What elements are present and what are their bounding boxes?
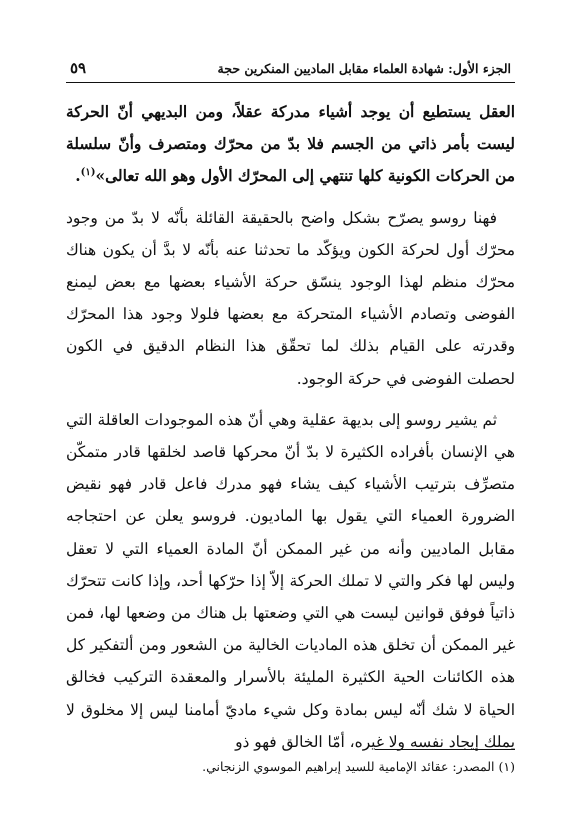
footnote: (١) المصدر: عقائد الإمامية للسيد إبراهيم الموسوي الزنجاني. [202,759,515,774]
header-rule [66,82,515,83]
quote-text: العقل يستطيع أن يوجد أشياء مدركة عقلاً، ومن البديهي أنّ الحركة ليست بأمر ذاتي من الجسم فلا بدّ من محرّك ومتصرف وأنّ سلسلة من الحركات الكونية كلها تنتهي إلى المحرّك الأول وهو الله تعالى» [66,103,515,186]
footnote-reference: (١) [80,167,96,179]
body-text [66,96,515,758]
footnote-rule [375,749,515,750]
paragraph-quote-continued [66,96,515,193]
quote-end-mark: . [75,167,81,186]
running-header [70,56,511,80]
paragraph-rousseau-first-mover: فهنا روسو يصرّح بشكل واضح بالحقيقة القائلة بأنّه لا بدّ من وجود محرّك أول لحركة الكون ويؤكّد ما تحدثنا عنه بأنّه لا بدَّ أن يكون هناك محرّك منظم لهذا الوجود ينسّق حركة الأشياء بعضها مع بعض ليمنع الفوضى وتصادم الأشياء المتحركة مع بعضها فلولا وجود هذا المحرّك وقدرته على القيام بذلك لما تحقّق هذا النظام الدقيق في الكون لحصلت الفوضى في حركة الوجود. [66,208,515,388]
running-title: الجزء الأول: شهادة العلماء مقابل الماديين المنكرين حجة [217,60,511,76]
paragraph-rousseau-rational-beings: ثم يشير روسو إلى بديهة عقلية وهي أنّ هذه الموجودات العاقلة التي هي الإنسان بأفراده الكثيرة لا بدّ أنّ محركها قاصد لخلقها قادر متمكّن متصرِّف بترتيب الأشياء كيف يشاء فهو مدرك فاعل قادر فهو نقيض الضرورة العمياء التي يقول بها الماديون. فروسو يعلن عن احتجاجه مقابل الماديين وأنه من غير الممكن أنّ المادة العمياء التي لا تعقل وليس لها فكر والتي لا تملك الحركة إلاّ إذا حرّكها أحد، وإذا كانت تتحرّك ذاتياً فوفق قوانين ليست هي التي وضعتها بل هناك من وضعها لها، فمن غير الممكن أن تخلق هذه الماديات الخالية من الشعور ومن ألتفكير كل هذه الكائنات الحية الكثيرة المليئة بالأسرار والمعقدة التركيب فخالق الحياة لا شك أنّه ليس بمادة وكل شيء ماديّ أمامنا ليس إلا مخلوق لا يملك إيجاد نفسه ولا غيره، أمّا الخالق فهو ذو [66,410,515,751]
page-number: ٥٩ [70,59,87,77]
